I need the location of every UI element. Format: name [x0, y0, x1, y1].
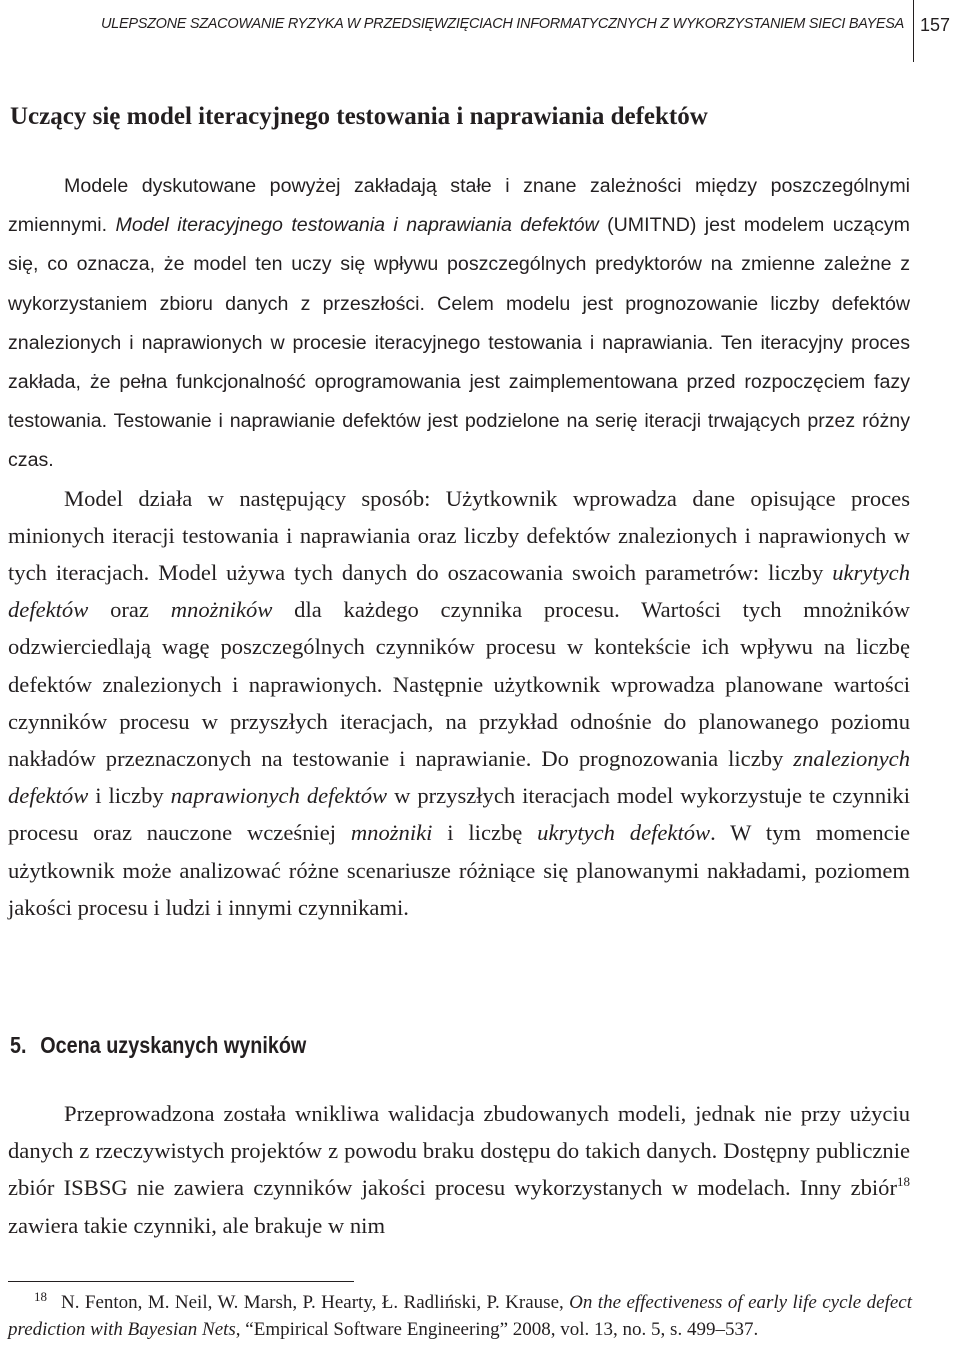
paragraph-text: Modele dyskutowane powyżej zakładają stałe i znane zależności między poszczególnymi zmiennymi. — [8, 175, 910, 237]
term-hidden-defects: ukrytych defektów — [537, 820, 711, 846]
paragraph-text: . W tym momencie użytkownik może analizować różne scenariusze różniące się planowanymi nakładami, poziomem jakości procesu i ludzi i innymi czynnikami. — [8, 820, 911, 920]
footnote-reference[interactable]: 18 — [897, 1174, 910, 1190]
running-header-title: ULEPSZONE SZACOWANIE RYZYKA W PRZEDSIĘWZIĘCIACH INFORMATYCZNYCH Z WYKORZYSTANIEM SIECI BAYESA — [101, 16, 904, 32]
paragraph-text: (UMITND) jest modelem uczącym się, co oznacza, że model ten uczy się wpływu poszczególnych predyktorów na zmienne zależne z wykorzystaniem zbioru danych z przeszłości. Celem modelu jest prognozowanie liczby defektów znalezionych i naprawionych w procesie iteracyjnego testowania i naprawiania. Ten iteracyjny proces zakłada, że pełna funkcjonalność oprogramowania jest zaimplementowana przed rozpoczęciem fazy testowania. Testowanie i naprawianie defektów jest podzielone na serię iteracji trwających przez różny czas. — [8, 214, 910, 472]
paragraph-text: w przyszłych iteracjach model wykorzystuje te czynniki procesu oraz nauczone wcześniej — [8, 783, 910, 846]
paragraph-text: dla każdego czynnika procesu. Wartości tych mnożników odzwierciedlają wagę poszczególnych czynników procesu w kontekście ich wpływu na liczbę defektów znalezionych i naprawionych. Następnie użytkownik wprowadza planowane wartości czynników procesu w przyszłych iteracjach, na przykład odnośnie do planowanego poziomu nakładów przeznaczonych na testowanie i naprawianie. Do prognozowania liczby — [8, 597, 910, 772]
footnote-article-title: On the effectiveness of early life cycle defect prediction with Bayesian Nets — [8, 1292, 912, 1340]
term-found-defects: znalezionych defektów — [8, 746, 910, 809]
term-multipliers: mnożniki — [350, 820, 433, 846]
footnote — [8, 1290, 912, 1343]
footnote-journal: , “Empirical Software Engineering” 2008, vol. 13, no. 5, s. 499–537. — [235, 1318, 759, 1340]
paragraph-umitnd-intro — [8, 166, 910, 480]
paragraph-text: Model działa w następujący sposób: Użytkownik wprowadza dane opisujące proces minionych iteracji testowania i naprawiania oraz liczby defektów znalezionych i naprawionych w tych iteracjach. Model używa tych danych do oszacowania swoich parametrów: liczby — [8, 485, 910, 586]
header-divider — [913, 0, 914, 62]
term-fixed-defects: naprawionych defektów — [170, 783, 388, 809]
subsection-title: Uczący się model iteracyjnego testowania i naprawiania defektów — [10, 103, 708, 130]
paragraph-text: zawiera takie czynniki, ale brakuje w nim — [8, 1212, 386, 1238]
body-text-upper — [8, 166, 910, 926]
footnote-mark: 18 — [34, 1289, 47, 1304]
model-name-italic: Model iteracyjnego testowania i naprawiania defektów — [115, 214, 599, 237]
section-heading — [10, 1032, 784, 1059]
footnote-authors: N. Fenton, M. Neil, W. Marsh, P. Hearty, Ł. Radliński, P. Krause, — [61, 1292, 570, 1313]
paragraph-text: i liczbę — [432, 820, 538, 846]
section-number: 5. — [10, 1032, 27, 1058]
paragraph-model-operation — [8, 480, 910, 926]
body-text-lower — [8, 1095, 910, 1244]
section-title: Ocena uzyskanych wyników — [40, 1032, 307, 1058]
footnote-text — [8, 1290, 912, 1343]
paragraph-text: oraz — [88, 597, 171, 623]
page-number: 157 — [920, 15, 951, 35]
paragraph-text: Przeprowadzona została wnikliwa walidacja zbudowanych modeli, jednak nie przy użyciu danych z rzeczywistych projektów z powodu braku dostępu do takich danych. Dostępny publicznie zbiór ISBSG nie zawiera czynników jakości procesu wykorzystanych w modelach. Inny zbiór — [8, 1101, 910, 1201]
term-hidden-defects: ukrytych defektów — [8, 560, 910, 623]
footnote-divider — [8, 1281, 354, 1282]
term-multipliers: mnożników — [170, 597, 273, 623]
paragraph-validation — [8, 1095, 910, 1244]
paragraph-text: i liczby — [88, 783, 171, 809]
